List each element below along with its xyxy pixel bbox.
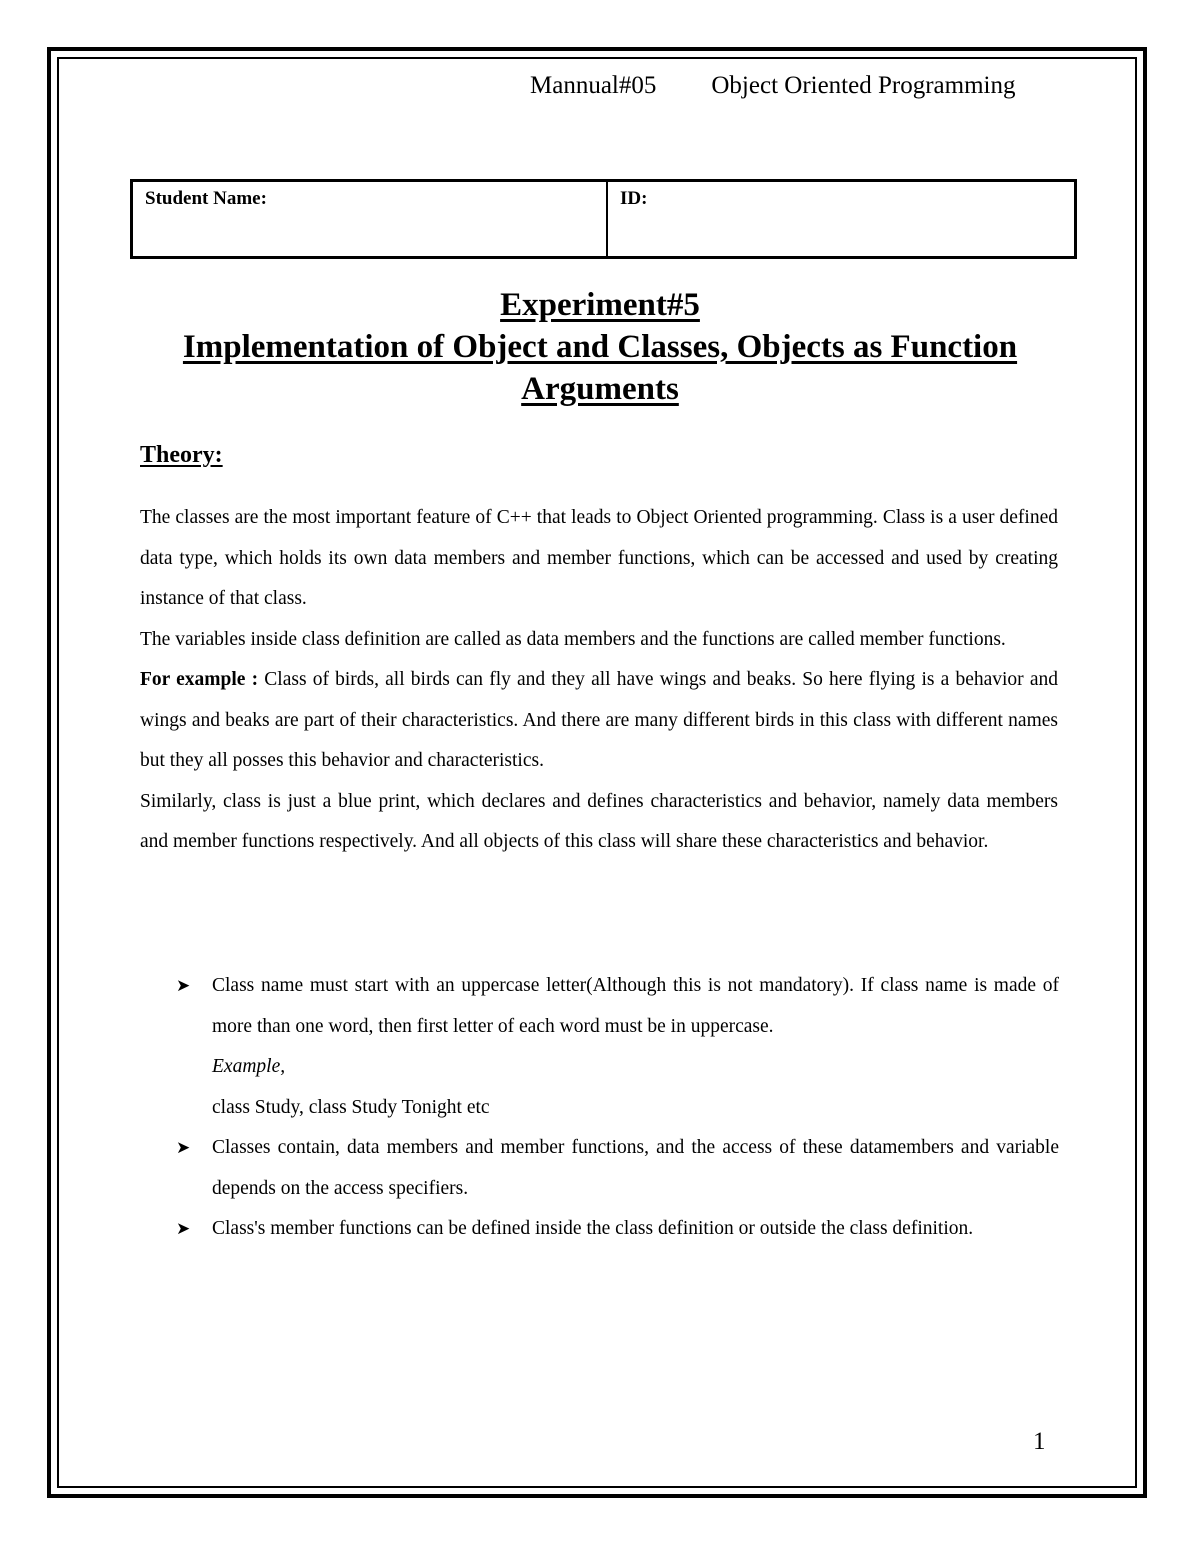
list-item: [176, 1209, 1059, 1250]
arrow-bullet-icon: ➤: [176, 976, 191, 996]
student-id-label: ID:: [620, 188, 648, 209]
arrow-bullet-icon: ➤: [176, 1219, 191, 1239]
page-header: [530, 72, 1015, 100]
theory-body: [140, 498, 1058, 863]
list-item: [176, 1128, 1059, 1209]
experiment-title: [140, 284, 1060, 410]
student-info-table: [130, 179, 1077, 259]
for-example-text: Class of birds, all birds can fly and they all have wings and beaks. So here flying is a behavior and wings and beaks are part of their characteristics. And there are many different birds in this class with different names but they all posses this behavior and characteristics.: [140, 669, 1058, 771]
title-line-3: Arguments: [521, 371, 679, 407]
title-line-2: Implementation of Object and Classes, Objects as Function: [182, 329, 1018, 365]
for-example-label: For example :: [140, 669, 259, 690]
page-number: 1: [1033, 1428, 1046, 1455]
student-name-label: Student Name:: [145, 188, 267, 209]
manual-number: Mannual#05: [530, 72, 657, 99]
example-label: Example,: [212, 1056, 286, 1077]
course-name: Object Oriented Programming: [711, 72, 1016, 99]
rules-list: [176, 966, 1059, 1250]
bullet-text-1: Class name must start with an uppercase letter(Although this is not mandatory). If class name is made of more than one word, then first letter of each word must be in uppercase.: [212, 975, 1059, 1037]
theory-paragraph-3: [140, 660, 1058, 782]
theory-paragraph-1: The classes are the most important feature of C++ that leads to Object Oriented programming. Class is a user defined data type, which holds its own data members and member functions, which can be accessed and used by creating instance of that class.: [140, 507, 1058, 609]
theory-paragraph-2: The variables inside class definition are called as data members and the functions are called member functions.: [140, 628, 1006, 650]
bullet-text-3: Class's member functions can be defined inside the class definition or outside the class definition.: [212, 1218, 974, 1239]
theory-heading: Theory:: [140, 442, 223, 468]
list-item: [176, 966, 1059, 1128]
student-name-cell: [132, 181, 608, 258]
bullet-text-2: Classes contain, data members and member functions, and the access of these datamembers and variable depends on the access specifiers.: [212, 1137, 1059, 1199]
theory-paragraph-4: Similarly, class is just a blue print, which declares and defines characteristics and behavior, namely data members and member functions respectively. And all objects of this class will share these characteristics and behavior.: [140, 790, 1058, 852]
example-text: class Study, class Study Tonight etc: [212, 1096, 490, 1118]
student-id-cell: [607, 181, 1076, 258]
arrow-bullet-icon: ➤: [176, 1138, 191, 1158]
title-line-1: Experiment#5: [500, 287, 700, 323]
